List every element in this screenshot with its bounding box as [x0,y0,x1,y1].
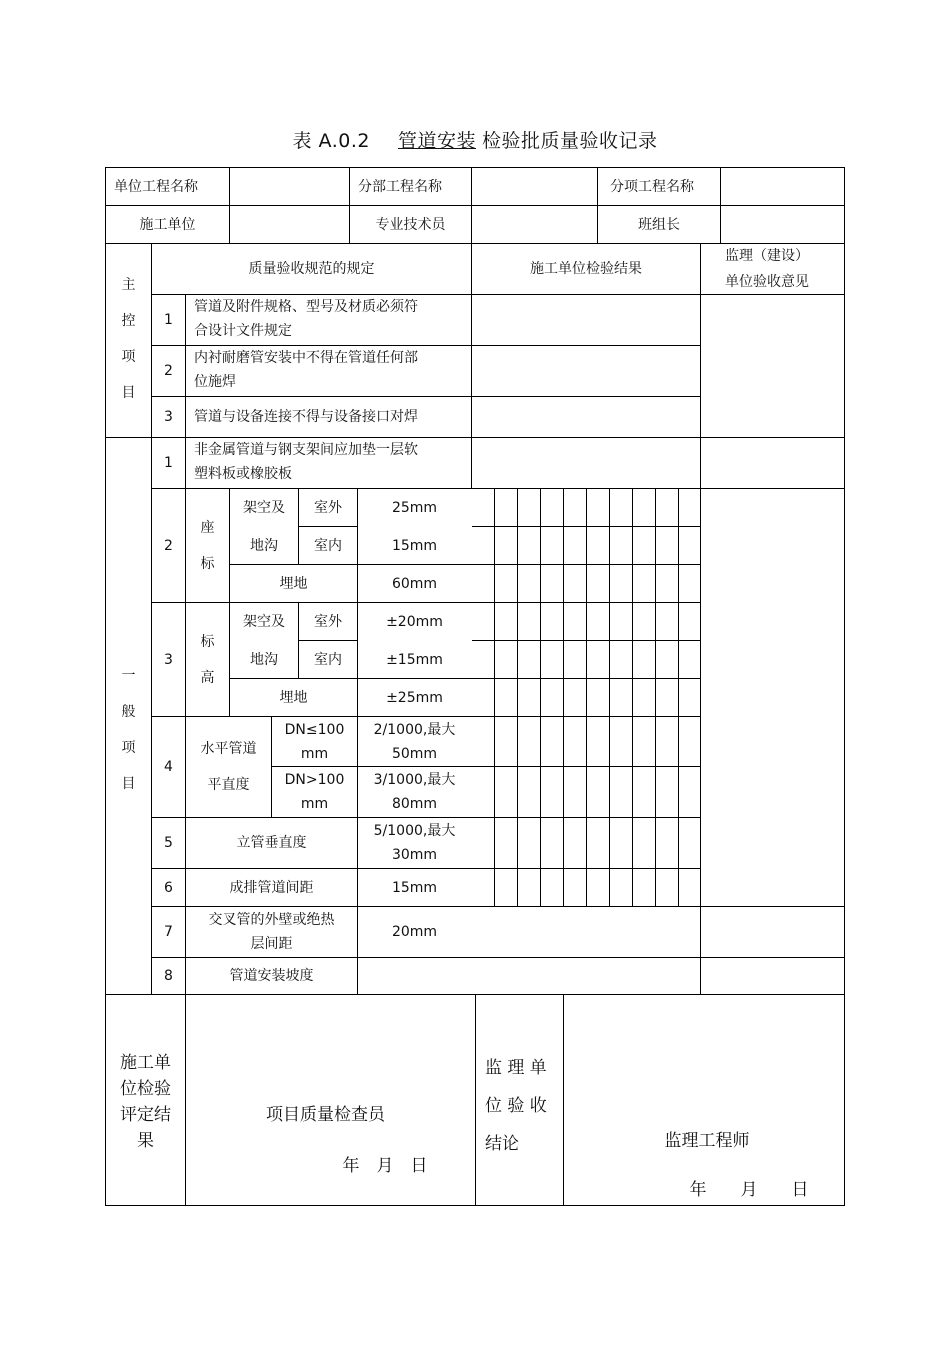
unit-project-field[interactable] [230,168,349,205]
general-item-no: 1 [164,455,173,471]
main-control-label: 主 控 项 目 [121,277,136,401]
supervision-header-line1: 监理（建设） [725,248,809,264]
supervision-header-line2: 单位验收意见 [725,274,809,290]
buried-label: 埋地 [279,689,308,706]
tolerance-value: 5/1000,最大 30mm [373,823,456,863]
construction-unit-label: 施工单位 [139,216,196,233]
general-item-no: 3 [164,651,173,668]
tolerance-value: 3/1000,最大 80mm [373,772,456,812]
vertical-pipe-plumbness-label: 立管垂直度 [236,835,307,851]
team-leader-label: 班组长 [638,216,680,233]
overhead-trench-label: 架空及 地沟 [243,499,285,554]
general-item-no: 6 [164,879,173,896]
outdoor-label: 室外 [314,499,342,516]
title-item-name: 管道安装 [397,130,476,152]
general-item-no: 5 [164,835,173,851]
supervision-conclusion-label: 监 理 单 位 验 收 结论 [485,1058,547,1154]
subitem-project-label: 分项工程名称 [610,178,694,195]
general-item-no: 2 [164,537,173,554]
tolerance-value: 20mm [391,924,438,940]
outdoor-label: 室外 [314,613,342,630]
general-item-no: 8 [164,968,173,984]
supervision-engineer-label: 监理工程师 [664,1131,750,1151]
quality-inspector-label: 项目质量检查员 [266,1105,385,1125]
tolerance-value: 25mm [391,499,438,516]
tolerance-value: ±15mm [386,651,443,668]
main-item-text: 管道与设备连接不得与设备接口对焊 [194,409,418,425]
division-project-label: 分部工程名称 [358,178,442,195]
title-suffix: 检验批质量验收记录 [481,130,658,152]
crossing-pipe-spacing-label: 交叉管的外壁或绝热 层间距 [208,912,335,952]
row-pipe-spacing-label: 成排管道间距 [229,879,314,896]
general-item-text: 非金属管道与钢支架间应加垫一层软 塑料板或橡胶板 [194,442,418,482]
unit-project-label: 单位工程名称 [114,178,198,195]
overhead-trench-label: 架空及 地沟 [243,613,285,668]
main-item-no: 1 [164,312,173,328]
dn-condition-small: DN≤100 mm [284,721,345,762]
general-item-no: 4 [164,759,173,775]
coordinate-label: 座 标 [200,519,215,572]
subitem-project-field[interactable] [721,168,844,205]
pipe-slope-label: 管道安装坡度 [229,968,314,984]
spec-column-header: 质量验收规范的规定 [248,261,375,277]
main-item-text: 管道及附件规格、型号及材质必须符 合设计文件规定 [194,299,418,339]
buried-label: 埋地 [279,575,308,592]
inspector-date[interactable]: 年 月 日 [342,1156,428,1176]
indoor-label: 室内 [314,537,342,554]
division-project-field[interactable] [472,168,597,205]
general-item-no: 7 [164,924,173,940]
technician-label: 专业技术员 [375,216,446,233]
tolerance-value: 2/1000,最大 50mm [373,721,456,762]
main-item-text: 内衬耐磨管安装中不得在管道任何部 位施焊 [194,350,418,390]
construction-unit-field[interactable] [230,206,349,243]
construction-evaluation-label: 施工单 位检验 评定结 果 [120,1053,171,1151]
result-column-header: 施工单位检验结果 [530,261,642,277]
supervision-column-header [701,244,844,294]
tolerance-value: ±20mm [386,613,443,630]
technician-field[interactable] [472,206,597,243]
tolerance-value[interactable] [358,958,471,994]
main-item-no: 3 [164,409,173,425]
horizontal-straightness-label: 水平管道 平直度 [200,741,257,793]
tolerance-value: 15mm [391,537,438,554]
general-items-label: 一 般 项 目 [121,668,136,792]
title-prefix: 表 A.0.2 [292,130,370,152]
elevation-label: 标 高 [200,633,215,686]
team-leader-field[interactable] [721,206,844,243]
main-item-no: 2 [164,363,173,379]
tolerance-value: 60mm [391,575,438,592]
tolerance-value: ±25mm [386,689,443,706]
dn-condition-large: DN>100 mm [284,772,345,812]
engineer-date[interactable]: 年 月 日 [689,1180,809,1200]
tolerance-value: 15mm [391,879,438,896]
indoor-label: 室内 [314,651,342,668]
